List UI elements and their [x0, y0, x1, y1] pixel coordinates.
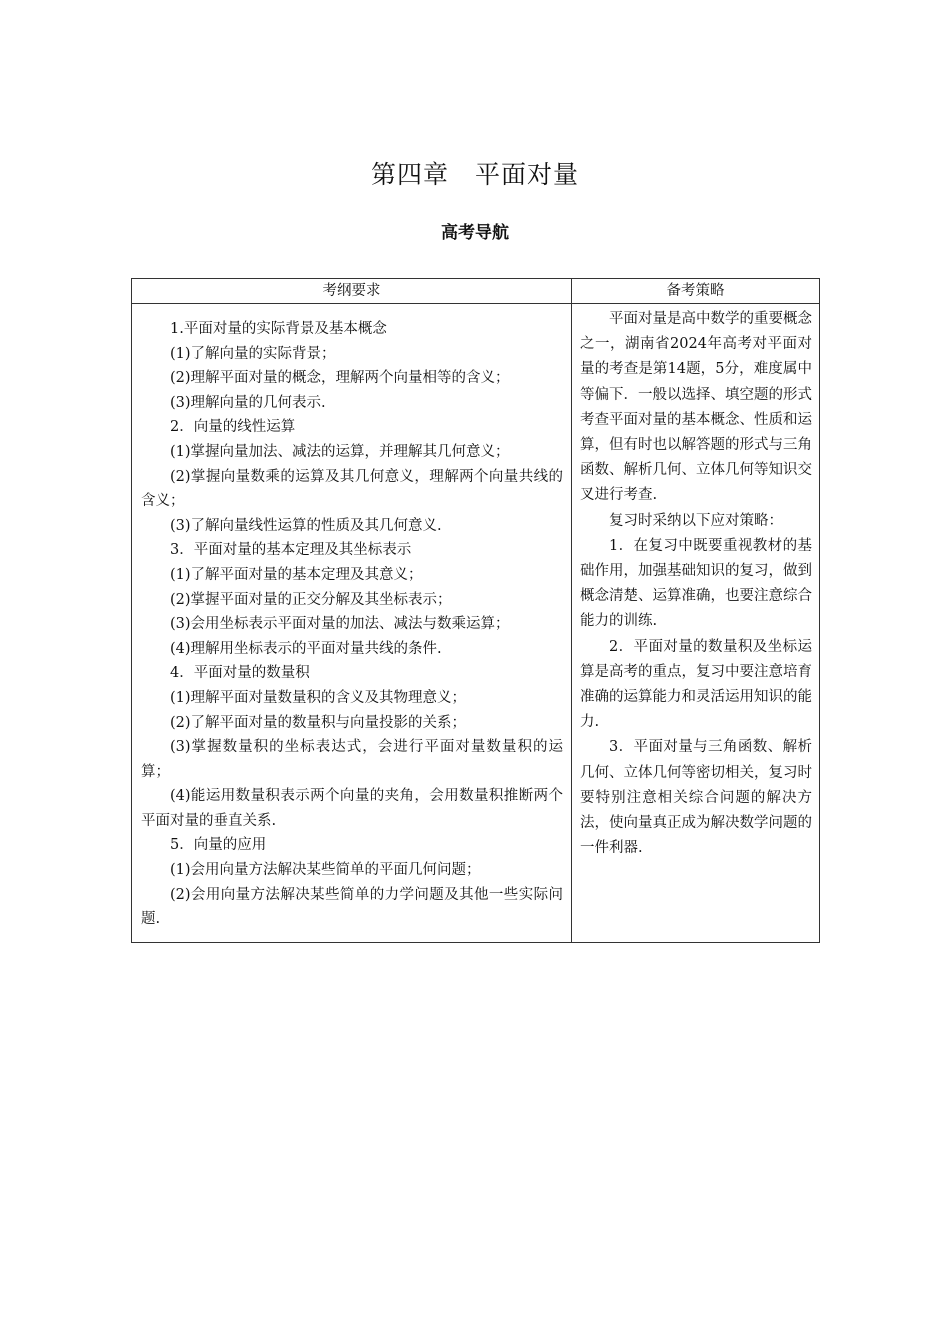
requirement-item: (1)掌握向量加法、减法的运算，并理解其几何意义； — [170, 443, 510, 460]
requirement-item: (2)了解平面对量的数量积与向量投影的关系； — [170, 714, 467, 731]
requirement-item: (2)掌握平面对量的正交分解及其坐标表示； — [170, 591, 452, 608]
requirement-item: (2)理解平面对量的概念，理解两个向量相等的含义； — [170, 370, 510, 387]
strategy-paragraph: 2．平面对量的数量积及坐标运算是高考的重点，复习中要注意培育准确的运算能力和灵活运用知识的能力. — [580, 638, 812, 731]
exam-guide-table — [131, 278, 820, 943]
section-title: 高考导航 — [441, 223, 509, 243]
requirements-cell — [132, 304, 572, 943]
requirement-item: (3)会用坐标表示平面对量的加法、减法与数乘运算； — [170, 616, 510, 633]
strategy-paragraph: 1．在复习中既要重视教材的基础作用，加强基础知识的复习，做到概念清楚、运算准确，也要注意综合能力的训练. — [580, 537, 812, 630]
requirement-item: (1)理解平面对量数量积的含义及其物理意义； — [170, 689, 467, 706]
requirement-item: (1)会用向量方法解决某些简单的平面几何问题； — [170, 862, 481, 879]
requirement-item: (3)掌握数量积的坐标表达式，会进行平面对量数量积的运算； — [141, 739, 563, 780]
requirement-item: (3)了解向量线性运算的性质及其几何意义. — [170, 517, 442, 534]
requirement-heading: 5．向量的应用 — [170, 837, 267, 854]
requirement-item: (4)理解用坐标表示的平面对量共线的条件. — [170, 640, 442, 657]
requirement-item: (2)会用向量方法解决某些简单的力学问题及其他一些实际问题. — [141, 886, 563, 928]
requirement-item: (2)掌握向量数乘的运算及其几何意义，理解两个向量共线的含义； — [141, 468, 563, 510]
requirement-item: (4)能运用数量积表示两个向量的夹角，会用数量积推断两个平面对量的垂直关系. — [141, 788, 563, 829]
chapter-title: 第四章 平面对量 — [370, 160, 579, 189]
requirement-heading: 2．向量的线性运算 — [170, 419, 296, 436]
requirement-heading: 1.平面对量的实际背景及基本概念 — [170, 321, 387, 337]
header-strategy: 备考策略 — [572, 279, 820, 304]
requirement-item: (3)理解向量的几何表示. — [170, 394, 326, 411]
strategy-paragraph: 平面对量是高中数学的重要概念之一，湖南省2024年高考对平面对量的考查是第14题，5分，难度属中等偏下．一般以选择、填空题的形式考查平面对量的基本概念、性质和运算，但有时也以解答题的形式与三角函数、解析几何、立体几何等知识交叉进行考查. — [580, 311, 812, 504]
requirement-heading: 3．平面对量的基本定理及其坐标表示 — [170, 542, 412, 559]
header-requirements: 考纲要求 — [132, 279, 572, 304]
requirement-item: (1)了解平面对量的基本定理及其意义； — [170, 566, 423, 583]
table-header-row — [132, 279, 820, 304]
table-row — [132, 304, 820, 943]
strategy-paragraph: 复习时采纳以下应对策略： — [609, 512, 783, 529]
strategy-cell — [572, 304, 820, 943]
requirement-heading: 4．平面对量的数量积 — [170, 665, 310, 682]
requirement-item: (1)了解向量的实际背景； — [170, 345, 336, 362]
strategy-paragraph: 3．平面对量与三角函数、解析几何、立体几何等密切相关，复习时要特别注意相关综合问题的解决方法，使向量真正成为解决数学问题的一件利器. — [580, 739, 812, 857]
